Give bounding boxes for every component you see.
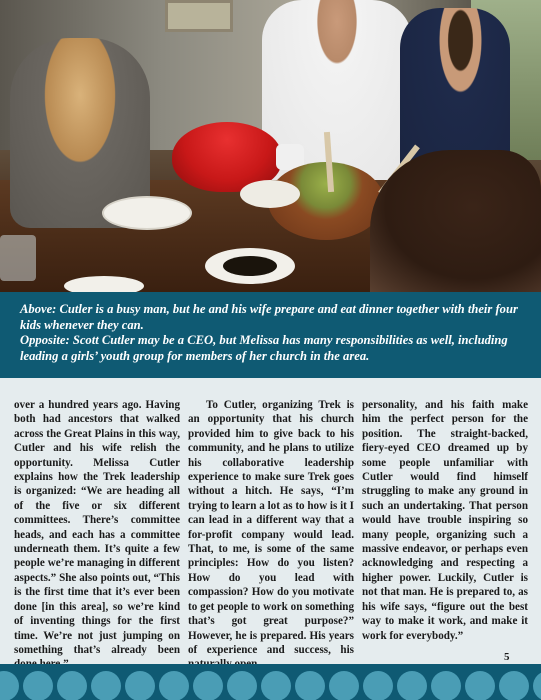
border-circle bbox=[533, 671, 541, 700]
border-circle bbox=[363, 671, 393, 700]
family-dinner-photo bbox=[0, 0, 541, 292]
border-circle bbox=[125, 671, 155, 700]
article-paragraph: over a hundred years ago. Having both had ancestors that walked across the Great Plains in this way, Cutler and his wife relish the opportunity. Melissa Cutler explains how the Trek leadership is organized: “We are heading all of the five or six different committees. There’s committee heads, and each has a committee underneath them. It’s quite a few people we’re managing in different aspects.” She also points out, “This is the first time that it’s ever been done [in this area], so we’re kind of inventing things for the first time. We’re not just jumping on something that’s already been bbox=[14, 399, 180, 656]
border-circle bbox=[261, 671, 291, 700]
article-paragraph: personality, and his faith make him the perfect person for the position. The straight-backed, fiery-eyed CEO dreamed up by some people unfamiliar with Cutler would find himself struggling to make any ground in such an undertaking. That person would have trouble inspiring so many people, organizing such a massive endeavor, or perhaps even acknowledging and respecting a higher power. Luckily, Cutler is not that man. He is prepared to, as his wife says, “figure out the best way to make it work, and make it work for everybody.” bbox=[362, 399, 528, 642]
photo-plate bbox=[240, 180, 300, 208]
photo-child bbox=[370, 150, 541, 292]
border-circle bbox=[0, 671, 19, 700]
border-circle bbox=[499, 671, 529, 700]
border-circle bbox=[397, 671, 427, 700]
article-column-2 bbox=[188, 398, 354, 656]
caption-above: Above: Cutler is a busy man, but he and his wife prepare and eat dinner together with their four kids whenever they can. bbox=[20, 302, 518, 332]
article-column-1 bbox=[14, 398, 180, 656]
photo-glass bbox=[0, 235, 36, 281]
border-circle bbox=[23, 671, 53, 700]
border-circle bbox=[193, 671, 223, 700]
border-circle bbox=[227, 671, 257, 700]
article-body bbox=[14, 398, 528, 656]
photo-caption bbox=[0, 292, 541, 378]
article-column-3 bbox=[362, 398, 528, 650]
border-circle bbox=[431, 671, 461, 700]
border-circle bbox=[91, 671, 121, 700]
photo-picture-frame bbox=[165, 0, 233, 32]
border-circle bbox=[465, 671, 495, 700]
decorative-circle-border bbox=[0, 664, 541, 700]
border-circle bbox=[295, 671, 325, 700]
photo-plate bbox=[102, 196, 192, 230]
photo-plate bbox=[64, 276, 144, 292]
article-paragraph: To Cutler, organizing Trek is an opportunity that his church provided him to give back to his community, and he plans to utilize his collaborative leadership experience to make sure Trek goes without a hitch. He says, “I’m trying to learn a lot as to how is it I can lead in a different way that a for-profit company would lead. That, to me, is some of the same principles: How do you listen? How do you lead with compassion? How do you motivate to get people to work on something that’s got great purpose?” However, he is prepared. His years of experience and success, his bbox=[188, 399, 354, 656]
page-number: 5 bbox=[504, 651, 510, 663]
border-circle bbox=[57, 671, 87, 700]
border-circle bbox=[159, 671, 189, 700]
caption-opposite: Opposite: Scott Cutler may be a CEO, but Melissa has many responsibilities as well, including leading a girls’ youth group for members of her church in the area. bbox=[20, 333, 508, 363]
border-circle bbox=[329, 671, 359, 700]
photo-plate-with-sauce bbox=[205, 248, 295, 284]
circle-pattern bbox=[0, 664, 541, 700]
